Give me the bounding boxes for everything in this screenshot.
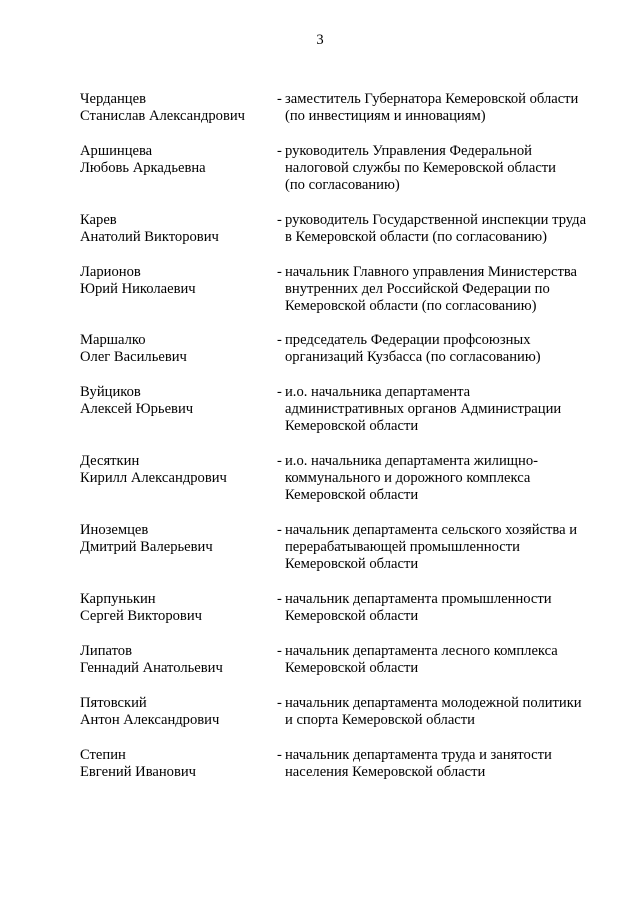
position-title (285, 522, 605, 574)
dash: - (277, 695, 282, 711)
position-title (285, 384, 605, 436)
position-title (285, 453, 605, 505)
dash: - (277, 384, 282, 400)
given-names: Олег Васильевич (80, 349, 187, 366)
surname: Вуйциков (80, 384, 141, 400)
surname: Липатов (80, 643, 132, 659)
position-line: административных органов Администрации (285, 401, 562, 418)
position-line: руководитель Государственной инспекции труда (285, 212, 587, 228)
person-name (80, 591, 270, 625)
person-name (80, 747, 270, 781)
person-name (80, 522, 270, 556)
given-names: Антон Александрович (80, 712, 220, 729)
surname: Карев (80, 212, 117, 228)
position-line: начальник департамента труда и занятости (285, 747, 552, 763)
dash: - (277, 453, 282, 469)
position-line: перерабатывающей промышленности (285, 539, 520, 556)
position-line: председатель Федерации профсоюзных (285, 332, 531, 348)
position-line: (по инвестициям и инновациям) (285, 108, 486, 125)
person-name (80, 143, 270, 177)
position-title (285, 747, 605, 781)
position-title (285, 91, 605, 125)
surname: Аршинцева (80, 143, 153, 159)
position-line: Кемеровской области (285, 660, 419, 677)
person-name (80, 91, 270, 125)
position-line: Кемеровской области (285, 608, 419, 625)
position-line: и.о. начальника департамента жилищно- (285, 453, 538, 469)
given-names: Сергей Викторович (80, 608, 202, 625)
position-title (285, 143, 605, 195)
dash: - (277, 264, 282, 280)
position-line: Кемеровской области (285, 487, 419, 504)
position-line: населения Кемеровской области (285, 764, 486, 781)
surname: Маршалко (80, 332, 146, 348)
position-line: и.о. начальника департамента (285, 384, 471, 400)
surname: Десяткин (80, 453, 140, 469)
dash: - (277, 212, 282, 228)
position-title (285, 264, 605, 316)
dash: - (277, 143, 282, 159)
dash: - (277, 522, 282, 538)
person-name (80, 643, 270, 677)
surname: Пятовский (80, 695, 147, 711)
surname: Степин (80, 747, 126, 763)
surname: Иноземцев (80, 522, 149, 538)
given-names: Евгений Иванович (80, 764, 197, 781)
position-title (285, 212, 605, 246)
dash: - (277, 747, 282, 763)
person-name (80, 384, 270, 418)
position-title (285, 591, 605, 625)
given-names: Геннадий Анатольевич (80, 660, 223, 677)
position-line: коммунального и дорожного комплекса (285, 470, 531, 487)
given-names: Юрий Николаевич (80, 281, 196, 298)
position-line: Кемеровской области (по согласованию) (285, 298, 537, 315)
position-line: организаций Кузбасса (по согласованию) (285, 349, 541, 366)
dash: - (277, 91, 282, 107)
position-line: Кемеровской области (285, 418, 419, 435)
position-line: начальник Главного управления Министерства (285, 264, 577, 280)
position-line: руководитель Управления Федеральной (285, 143, 532, 159)
position-line: и спорта Кемеровской области (285, 712, 475, 729)
position-title (285, 643, 605, 677)
given-names: Любовь Аркадьевна (80, 160, 206, 177)
position-title (285, 695, 605, 729)
position-line: внутренних дел Российской Федерации по (285, 281, 550, 298)
dash: - (277, 332, 282, 348)
person-name (80, 264, 270, 298)
person-name (80, 453, 270, 487)
surname: Ларионов (80, 264, 141, 280)
position-line: начальник департамента сельского хозяйства и (285, 522, 578, 538)
position-line: начальник департамента молодежной политики (285, 695, 582, 711)
dash: - (277, 643, 282, 659)
position-line: Кемеровской области (285, 556, 419, 573)
position-line: начальник департамента лесного комплекса (285, 643, 558, 659)
person-name (80, 695, 270, 729)
position-line: (по согласованию) (285, 177, 400, 194)
dash: - (277, 591, 282, 607)
position-line: налоговой службы по Кемеровской области (285, 160, 556, 177)
position-line: заместитель Губернатора Кемеровской области (285, 91, 579, 107)
page-number: 3 (316, 32, 324, 48)
position-line: начальник департамента промышленности (285, 591, 552, 607)
given-names: Алексей Юрьевич (80, 401, 194, 418)
given-names: Кирилл Александрович (80, 470, 227, 487)
given-names: Станислав Александрович (80, 108, 245, 125)
person-name (80, 212, 270, 246)
person-name (80, 332, 270, 366)
given-names: Дмитрий Валерьевич (80, 539, 213, 556)
given-names: Анатолий Викторович (80, 229, 219, 246)
surname: Черданцев (80, 91, 146, 107)
surname: Карпунькин (80, 591, 156, 607)
position-line: в Кемеровской области (по согласованию) (285, 229, 548, 246)
position-title (285, 332, 605, 366)
